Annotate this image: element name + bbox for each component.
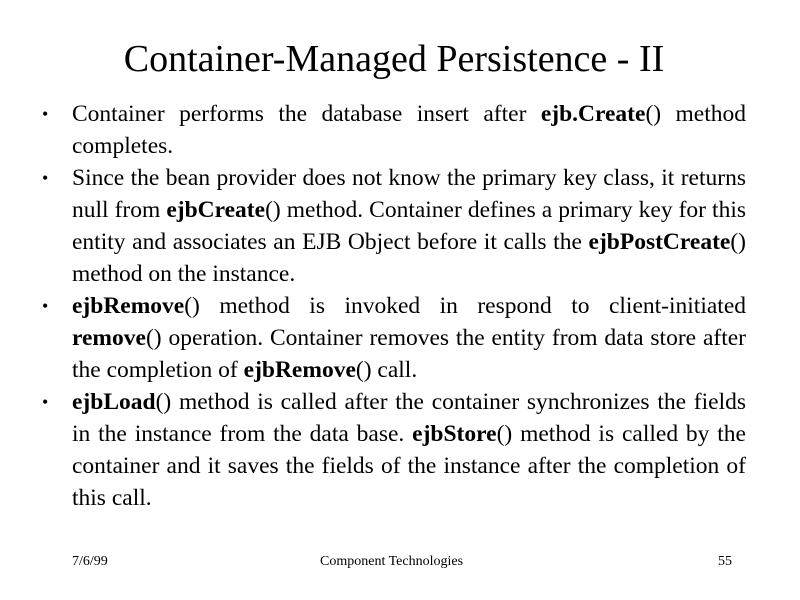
bullet-segment: () method. Container defines a primary key for this entity and associates an EJB Object before it calls the: [72, 197, 746, 255]
bullet-text: [72, 101, 746, 159]
bullet-segment: () call.: [355, 357, 418, 383]
bullet-segment: () method on the instance.: [72, 229, 746, 287]
bullet-segment: () method is invoked in respond to client-initiated: [184, 293, 746, 319]
bullet-text: [72, 165, 746, 287]
code-term: ejbRemove: [243, 357, 356, 383]
bullet-item: [42, 98, 746, 162]
code-term: ejbStore: [412, 421, 497, 447]
bullet-text: [72, 389, 746, 511]
code-term: ejbRemove: [72, 293, 185, 319]
bullet-dot-icon: •: [42, 296, 49, 316]
footer-title: Component Technologies: [320, 554, 464, 569]
footer-date: 7/6/99: [72, 554, 108, 569]
bullet-segment: Container performs the database insert after: [72, 101, 541, 127]
slide-title: Container-Managed Persistence - II: [123, 38, 665, 80]
code-term: ejbCreate: [166, 197, 266, 223]
bullet-dot-icon: •: [42, 392, 49, 412]
bullet-dot-icon: •: [42, 104, 49, 124]
bullet-segment: () method completes.: [72, 101, 747, 159]
code-term: ejb.Create: [540, 101, 646, 127]
bullet-list: [42, 98, 746, 514]
page-number: 55: [718, 554, 732, 569]
code-term: remove: [72, 325, 146, 351]
bullet-segment: () method is called by the container and it saves the fields of the instance after the completion of this call.: [72, 421, 746, 511]
bullet-item: [42, 162, 746, 290]
bullet-segment: () method is called after the container synchronizes the fields in the instance from the data base.: [72, 389, 746, 447]
code-term: ejbLoad: [72, 389, 156, 415]
bullet-item: [42, 386, 746, 514]
bullet-dot-icon: •: [42, 168, 49, 188]
bullet-segment: Since the bean provider does not know the primary key class, it returns null from: [72, 165, 746, 223]
code-term: ejbPostCreate: [588, 229, 731, 255]
bullet-item: [42, 290, 746, 386]
bullet-segment: () operation. Container removes the entity from data store after the completion of: [72, 325, 746, 383]
bullet-text: [72, 293, 746, 383]
